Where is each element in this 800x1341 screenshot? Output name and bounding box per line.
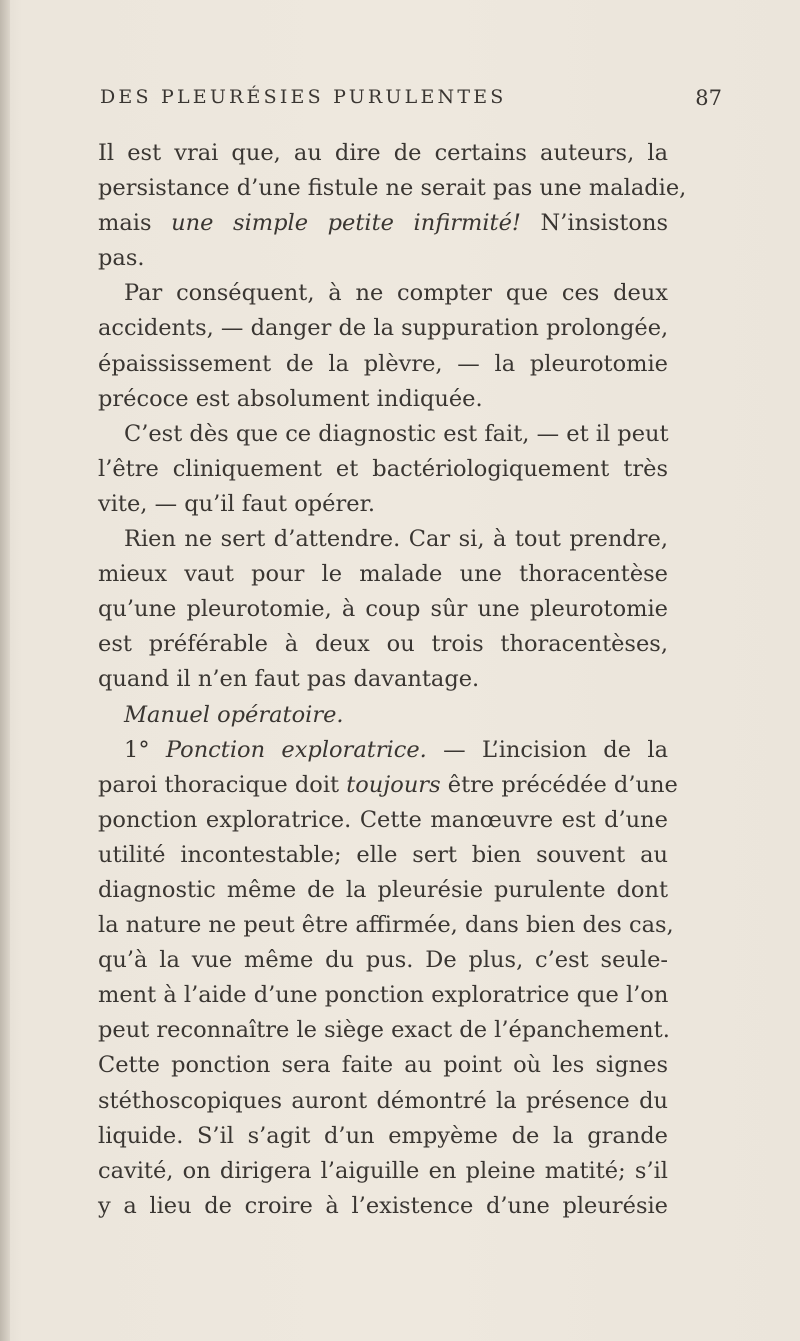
text-line: qu’à la vue même du pus. De plus, c’est seule- <box>98 947 668 974</box>
subsection-heading: Ponction exploratrice. <box>165 736 427 763</box>
page-number: 87 <box>695 86 722 110</box>
text-line: cavité, on dirigera l’aiguille en pleine matité; s’il <box>98 1157 668 1184</box>
text-line: C’est dès que ce diagnostic est fait, — et il peut <box>124 420 669 447</box>
text-line: liquide. S’il s’agit d’un empyème de la grande <box>98 1122 668 1149</box>
text-line: ment à l’aide d’une ponction exploratrice que l’on <box>98 982 669 1009</box>
text-span: paroi thoracique doit <box>98 771 347 798</box>
text-line: y a lieu de croire à l’existence d’une pleurésie <box>98 1192 668 1219</box>
text-line: peut reconnaître le siège exact de l’épanchement. <box>98 1017 670 1044</box>
text-span: N’insistons <box>520 210 668 237</box>
text-line: Par conséquent, à ne compter que ces deux <box>124 280 668 307</box>
text-line: qu’une pleurotomie, à coup sûr une pleurotomie <box>98 596 668 623</box>
text-line: vite, — qu’il faut opérer. <box>98 490 376 517</box>
text-line <box>98 768 678 803</box>
text-line: épaississement de la plèvre, — la pleurotomie <box>98 350 668 377</box>
section-heading: Manuel opératoire. <box>124 701 344 728</box>
text-span: être précédée d’une <box>440 771 678 798</box>
text-line: diagnostic même de la pleurésie purulente dont <box>98 876 668 903</box>
text-span: 1° <box>124 736 166 763</box>
text-line: Il est vrai que, au dire de certains auteurs, la <box>98 140 668 166</box>
text-line: l’être cliniquement et bactériologiquement très <box>98 455 668 482</box>
text-line: Rien ne sert d’attendre. Car si, à tout prendre, <box>124 526 668 553</box>
emphasis-text: toujours <box>346 771 441 798</box>
text-line <box>98 206 668 241</box>
text-line: la nature ne peut être affirmée, dans bien des cas, <box>98 912 674 939</box>
text-line: pas. <box>98 245 145 272</box>
text-span: — L’incision de la <box>426 736 668 763</box>
text-line: utilité incontestable; elle sert bien souvent au <box>98 841 668 868</box>
emphasis-text: une simple petite infirmité! <box>171 210 521 237</box>
body-text <box>98 136 687 1224</box>
text-span: mais <box>98 210 172 237</box>
text-line: quand il n’en faut pas davantage. <box>98 666 480 693</box>
text-line: est préférable à deux ou trois thoracentèses, <box>98 631 668 658</box>
running-head: DES PLEURÉSIES PURULENTES <box>100 86 507 108</box>
page-binding-edge <box>0 0 10 1341</box>
text-line: mieux vaut pour le malade une thoracentèse <box>98 561 668 588</box>
text-line: Cette ponction sera faite au point où les signes <box>98 1052 668 1079</box>
text-line: accidents, — danger de la suppuration prolongée, <box>98 315 669 342</box>
text-line <box>98 733 668 768</box>
page-header <box>82 86 722 116</box>
text-line: persistance d’une fistule ne serait pas une maladie, <box>98 175 687 202</box>
text-line: ponction exploratrice. Cette manœuvre est d’une <box>98 806 668 833</box>
text-line: précoce est absolument indiquée. <box>98 385 483 412</box>
text-line: stéthoscopiques auront démontré la présence du <box>98 1087 668 1114</box>
